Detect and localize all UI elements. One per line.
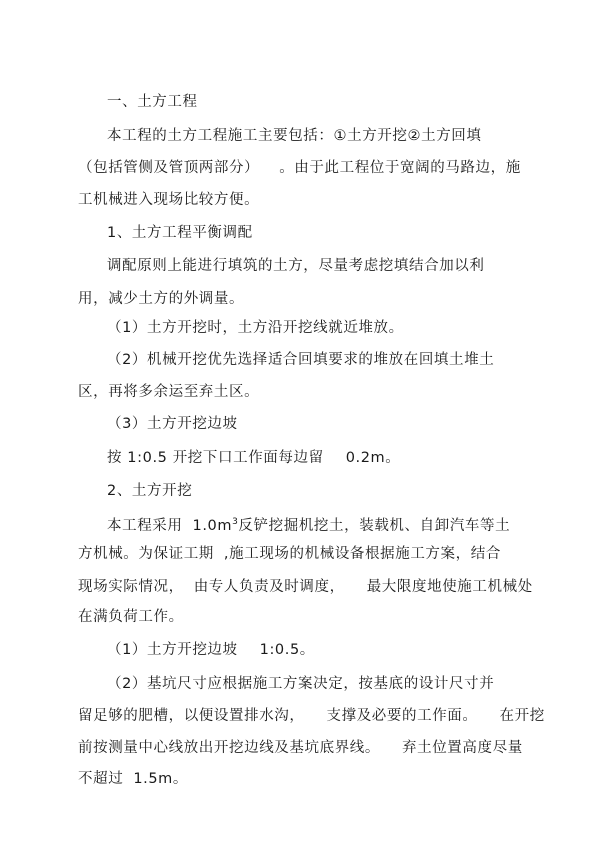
list-item [107, 414, 238, 434]
text: （1）土方开挖时，土方沿开挖线就近堆放。 [107, 320, 404, 336]
text: （包括管侧及管顶两部分） [78, 160, 260, 176]
text: （2）机械开挖优先选择适合回填要求的堆放在回填土堆土 [107, 352, 495, 368]
section-heading-earthwork [107, 92, 198, 112]
text: 方机械。为保证工期 [78, 546, 214, 562]
text: 一、土方工程 [107, 94, 198, 110]
text: 弃土位置高度尽量 [402, 740, 523, 756]
text: 本工程的土方工程施工主要包括：①土方开挖②土方回填 [107, 128, 482, 144]
paragraph-line [107, 512, 510, 536]
text: 区，再将多余运至弃土区。 [78, 384, 260, 400]
text: 按 1:0.5 开挖下口工作面每边留 [107, 450, 324, 466]
text: 用，减少土方的外调量。 [78, 291, 245, 307]
text: 调配原则上能进行填筑的土方，尽量考虑挖填结合加以利 [107, 258, 485, 274]
paragraph-line [78, 769, 188, 789]
list-item [107, 318, 404, 338]
paragraph-line [78, 544, 501, 564]
text: 不超过 [78, 771, 124, 787]
text: 1.5m。 [133, 771, 188, 787]
text: 在满负荷工作。 [78, 609, 184, 625]
paragraph-line [107, 126, 482, 146]
paragraph-line [78, 577, 533, 597]
list-item [107, 350, 494, 370]
paragraph-line [78, 738, 523, 758]
subsection-heading-balance [107, 223, 253, 243]
text: ,施工现场的机械设备根据施工方案，结合 [223, 546, 501, 562]
text: 1、土方工程平衡调配 [107, 225, 253, 241]
text: 最大限度地使施工机械处 [366, 579, 533, 595]
text: 1:0.5。 [259, 642, 315, 658]
paragraph-line [78, 607, 184, 627]
text: 。由于此工程位于宽阔的马路边，施 [279, 160, 521, 176]
text: （3）土方开挖边坡 [107, 416, 238, 432]
paragraph-line [107, 448, 400, 468]
list-item [107, 674, 494, 694]
paragraph-line [107, 256, 485, 276]
subsection-heading-excavation [107, 481, 192, 501]
paragraph-line [78, 158, 521, 178]
paragraph-line [78, 190, 259, 210]
text: 本工程采用 [107, 518, 183, 534]
paragraph-line [78, 382, 259, 402]
text: （1）土方开挖边坡 [107, 642, 238, 658]
text: 由专人负责及时调度， [193, 579, 345, 595]
text: 0.2m。 [345, 450, 401, 466]
paragraph-line [78, 289, 244, 309]
superscript: 3 [232, 517, 239, 527]
text: 工机械进入现场比较方便。 [78, 192, 260, 208]
text: 支撑及必要的工作面。 [326, 708, 478, 724]
text: 2、土方开挖 [107, 483, 193, 499]
text: 在开挖 [499, 708, 545, 724]
text: 1.0m [192, 518, 233, 534]
paragraph-line [78, 706, 545, 726]
text: 留足够的肥槽，以便设置排水沟， [78, 708, 305, 724]
list-item [107, 640, 315, 660]
text: （2）基坑尺寸应根据施工方案决定，按基底的设计尺寸并 [107, 676, 495, 692]
text: 反铲挖掘机挖土，装载机、自卸汽车等土 [238, 518, 511, 534]
text: 前按测量中心线放出开挖边线及基坑底界线。 [78, 740, 380, 756]
text: 现场实际情况， [78, 579, 184, 595]
